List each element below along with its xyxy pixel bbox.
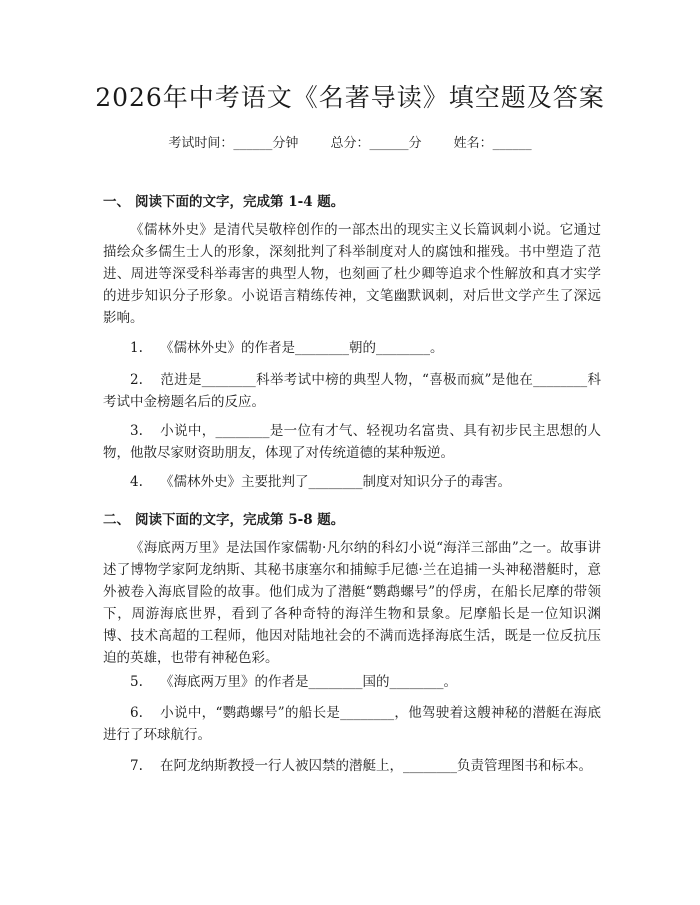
question-1-number: 1. (130, 340, 143, 356)
question-7 (103, 755, 601, 777)
question-2-text: 范进是________科举考试中榜的典型人物，“喜极而疯”是他在________科考试中金榜题名后的反应。 (103, 372, 601, 410)
student-name-field: 姓名：______ (453, 136, 532, 151)
question-6-number: 6. (130, 705, 143, 721)
question-6-text: 小说中，“鹦鹉螺号”的船长是________，他驾驶着这艘神秘的潜艇在海底进行了环球航行。 (103, 705, 601, 743)
section-2-number: 二、 (103, 512, 130, 528)
question-4-text: 《儒林外史》主要批判了________制度对知识分子的毒害。 (160, 474, 511, 490)
question-4 (103, 471, 601, 493)
section-2-heading (103, 508, 603, 528)
question-1-text: 《儒林外史》的作者是________朝的________。 (160, 340, 444, 356)
section-1-number: 一、 (103, 194, 130, 210)
question-5-text: 《海底两万里》的作者是________国的________。 (160, 674, 457, 690)
section-2-title: 阅读下面的文字，完成第 5-8 题。 (135, 512, 345, 528)
question-7-number: 7. (130, 758, 143, 774)
question-5 (103, 671, 601, 693)
question-2 (103, 369, 601, 413)
question-6 (103, 702, 601, 746)
exam-time-field: 考试时间：______分钟 (168, 136, 299, 151)
question-7-text: 在阿龙纳斯教授一行人被囚禁的潜艇上，________负责管理图书和标本。 (160, 758, 592, 774)
question-3-text: 小说中，________是一位有才气、轻视功名富贵、具有初步民主思想的人物，他散尽家财资助朋友，体现了对传统道德的某种叛逆。 (103, 423, 601, 461)
section-1-heading (103, 190, 603, 210)
question-1 (103, 337, 601, 359)
exam-meta-line (0, 132, 700, 151)
section-1-passage: 《儒林外史》是清代吴敬梓创作的一部杰出的现实主义长篇讽刺小说。它通过描绘众多儒生士人的形象，深刻批判了科举制度对人的腐蚀和摧残。书中塑造了范进、周进等深受科举毒害的典型人物，也刻画了杜少卿等追求个性解放和真才实学的进步知识分子形象。小说语言精练传神，文笔幽默讽刺，对后世文学产生了深远影响。 (103, 222, 601, 326)
question-2-number: 2. (130, 372, 143, 388)
question-3 (103, 420, 601, 464)
section-1-title: 阅读下面的文字，完成第 1-4 题。 (135, 194, 345, 210)
total-score-field: 总分：______分 (330, 136, 422, 151)
question-5-number: 5. (130, 674, 143, 690)
question-4-number: 4. (130, 474, 143, 490)
question-3-number: 3. (130, 423, 143, 439)
page-title: 2026年中考语文《名著导读》填空题及答案 (95, 83, 605, 112)
section-2-passage: 《海底两万里》是法国作家儒勒·凡尔纳的科幻小说“海洋三部曲”之一。故事讲述了博物学家阿龙纳斯、其秘书康塞尔和捕鲸手尼德·兰在追捕一头神秘潜艇时，意外被卷入海底冒险的故事。他们成为了潜艇“鹦鹉螺号”的俘虏，在船长尼摩的带领下，周游海底世界，看到了各种奇特的海洋生物和景象。尼摩船长是一位知识渊博、技术高超的工程师，他因对陆地社会的不满而选择海底生活，既是一位反抗压迫的英雄，也带有神秘色彩。 (103, 540, 601, 666)
